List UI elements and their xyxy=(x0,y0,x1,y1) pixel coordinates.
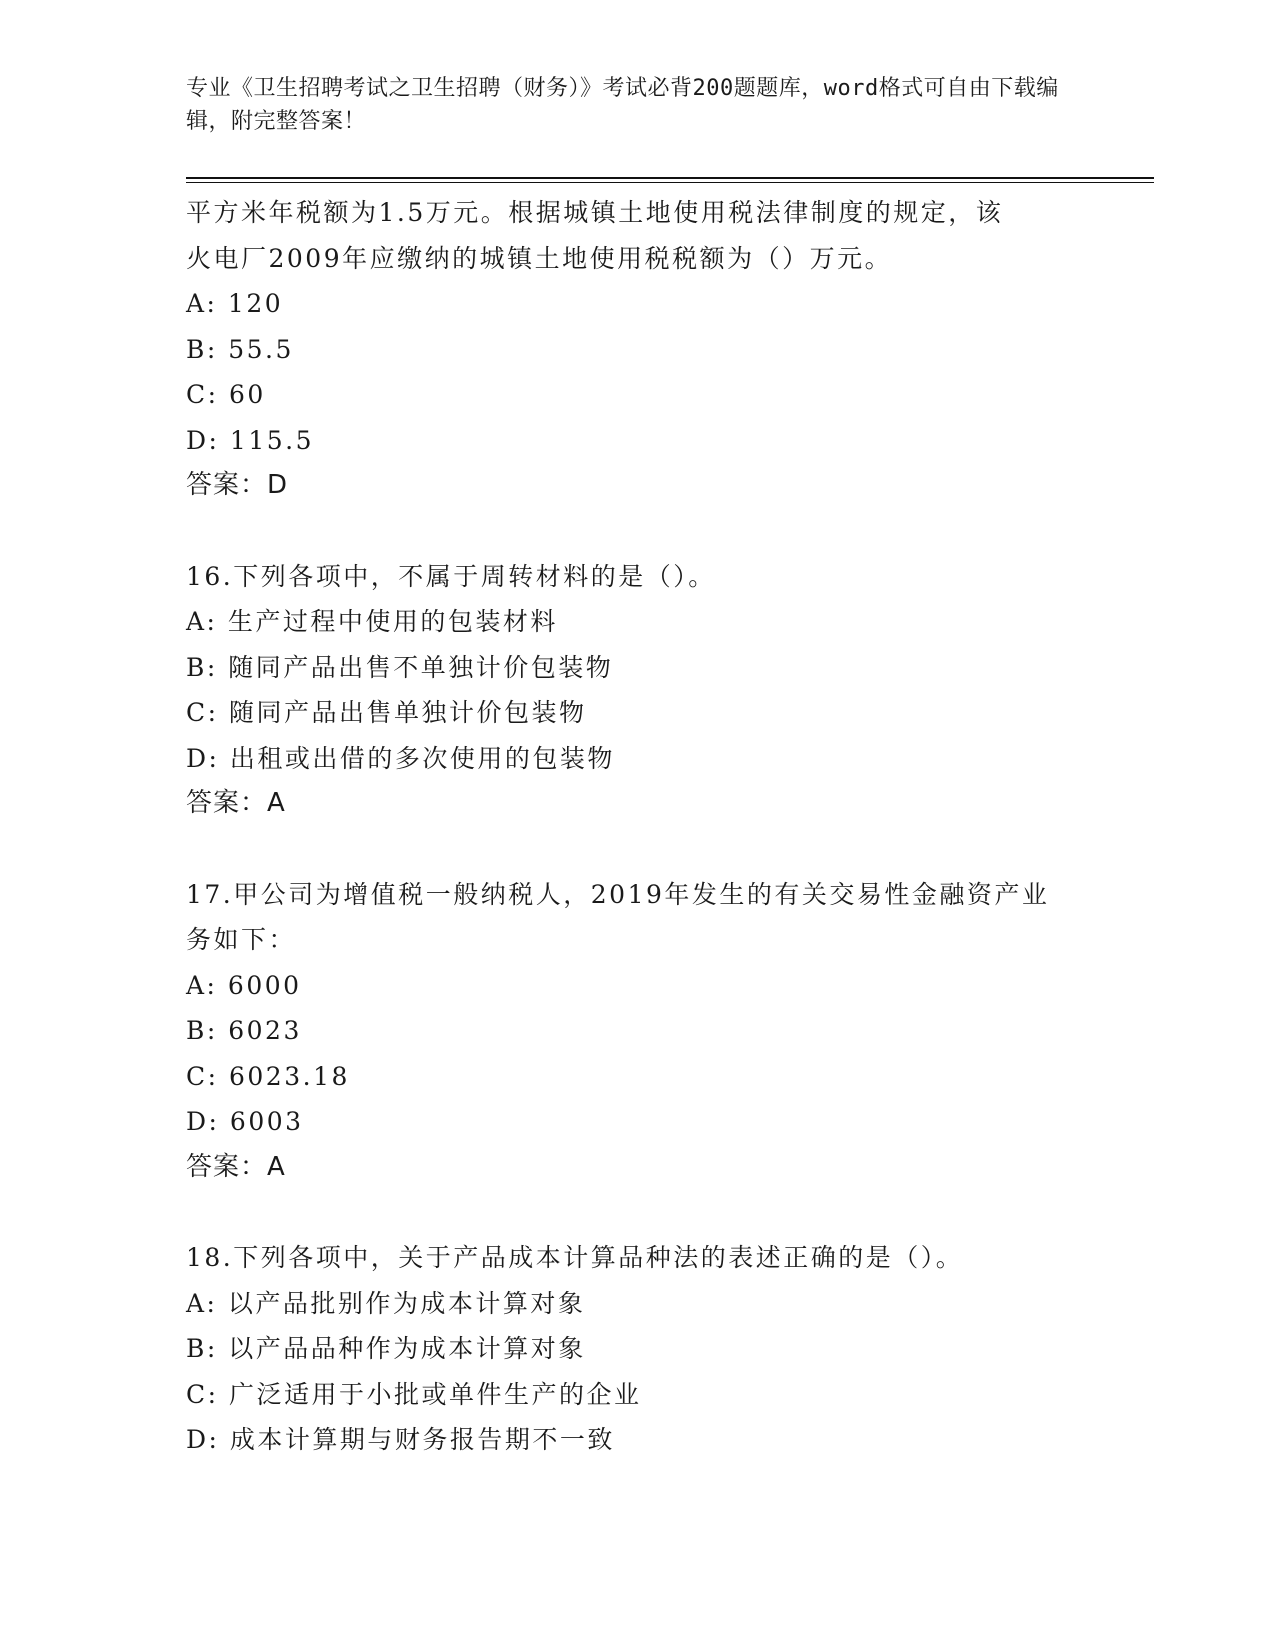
answer-line: 答案：A xyxy=(186,1151,286,1182)
question-stem-line: 平方米年税额为1.5万元。根据城镇土地使用税法律制度的规定，该 xyxy=(186,198,1004,227)
question-stem-line: 务如下： xyxy=(186,925,297,954)
question-list xyxy=(186,190,1086,1463)
question-17 xyxy=(186,872,1086,1191)
question-16 xyxy=(186,554,1086,827)
option-d: D: 6003 xyxy=(186,1107,304,1136)
question-stem-line: 16.下列各项中，不属于周转材料的是（）。 xyxy=(186,561,716,591)
option-d: D: 115.5 xyxy=(186,425,314,455)
question-stem-line: 火电厂2009年应缴纳的城镇土地使用税税额为（）万元。 xyxy=(186,243,893,273)
question-stem-line: 17.甲公司为增值税一般纳税人，2019年发生的有关交易性金融资产业 xyxy=(186,879,1050,909)
question-15-continued xyxy=(186,190,1086,509)
option-b: B: 以产品品种作为成本计算对象 xyxy=(186,1334,586,1363)
question-18 xyxy=(186,1235,1086,1463)
answer-line: 答案：D xyxy=(186,470,289,500)
option-c: C: 6023.18 xyxy=(186,1061,350,1091)
document-header: 专业《卫生招聘考试之卫生招聘（财务）》考试必背200题题库，word格式可自由下载编辑，附完整答案！ xyxy=(186,76,1059,134)
option-c: C: 60 xyxy=(186,380,266,409)
header-divider-thin xyxy=(186,182,1154,183)
option-a: A: 以产品批别作为成本计算对象 xyxy=(186,1288,586,1318)
option-d: D: 成本计算期与财务报告期不一致 xyxy=(186,1425,615,1454)
option-a: A: 6000 xyxy=(186,970,302,1000)
option-a: A: 120 xyxy=(186,289,284,318)
option-c: C: 随同产品出售单独计价包装物 xyxy=(186,698,587,727)
header-divider-thick xyxy=(186,177,1154,179)
option-b: B: 6023 xyxy=(186,1016,302,1045)
answer-line: 答案：A xyxy=(186,788,286,818)
question-stem-line: 18.下列各项中，关于产品成本计算品种法的表述正确的是（）。 xyxy=(186,1243,964,1272)
option-d: D: 出租或出借的多次使用的包装物 xyxy=(186,743,615,773)
option-b: B: 随同产品出售不单独计价包装物 xyxy=(186,652,614,682)
option-b: B: 55.5 xyxy=(186,334,294,364)
option-c: C: 广泛适用于小批或单件生产的企业 xyxy=(186,1379,642,1409)
option-a: A: 生产过程中使用的包装材料 xyxy=(186,607,558,636)
